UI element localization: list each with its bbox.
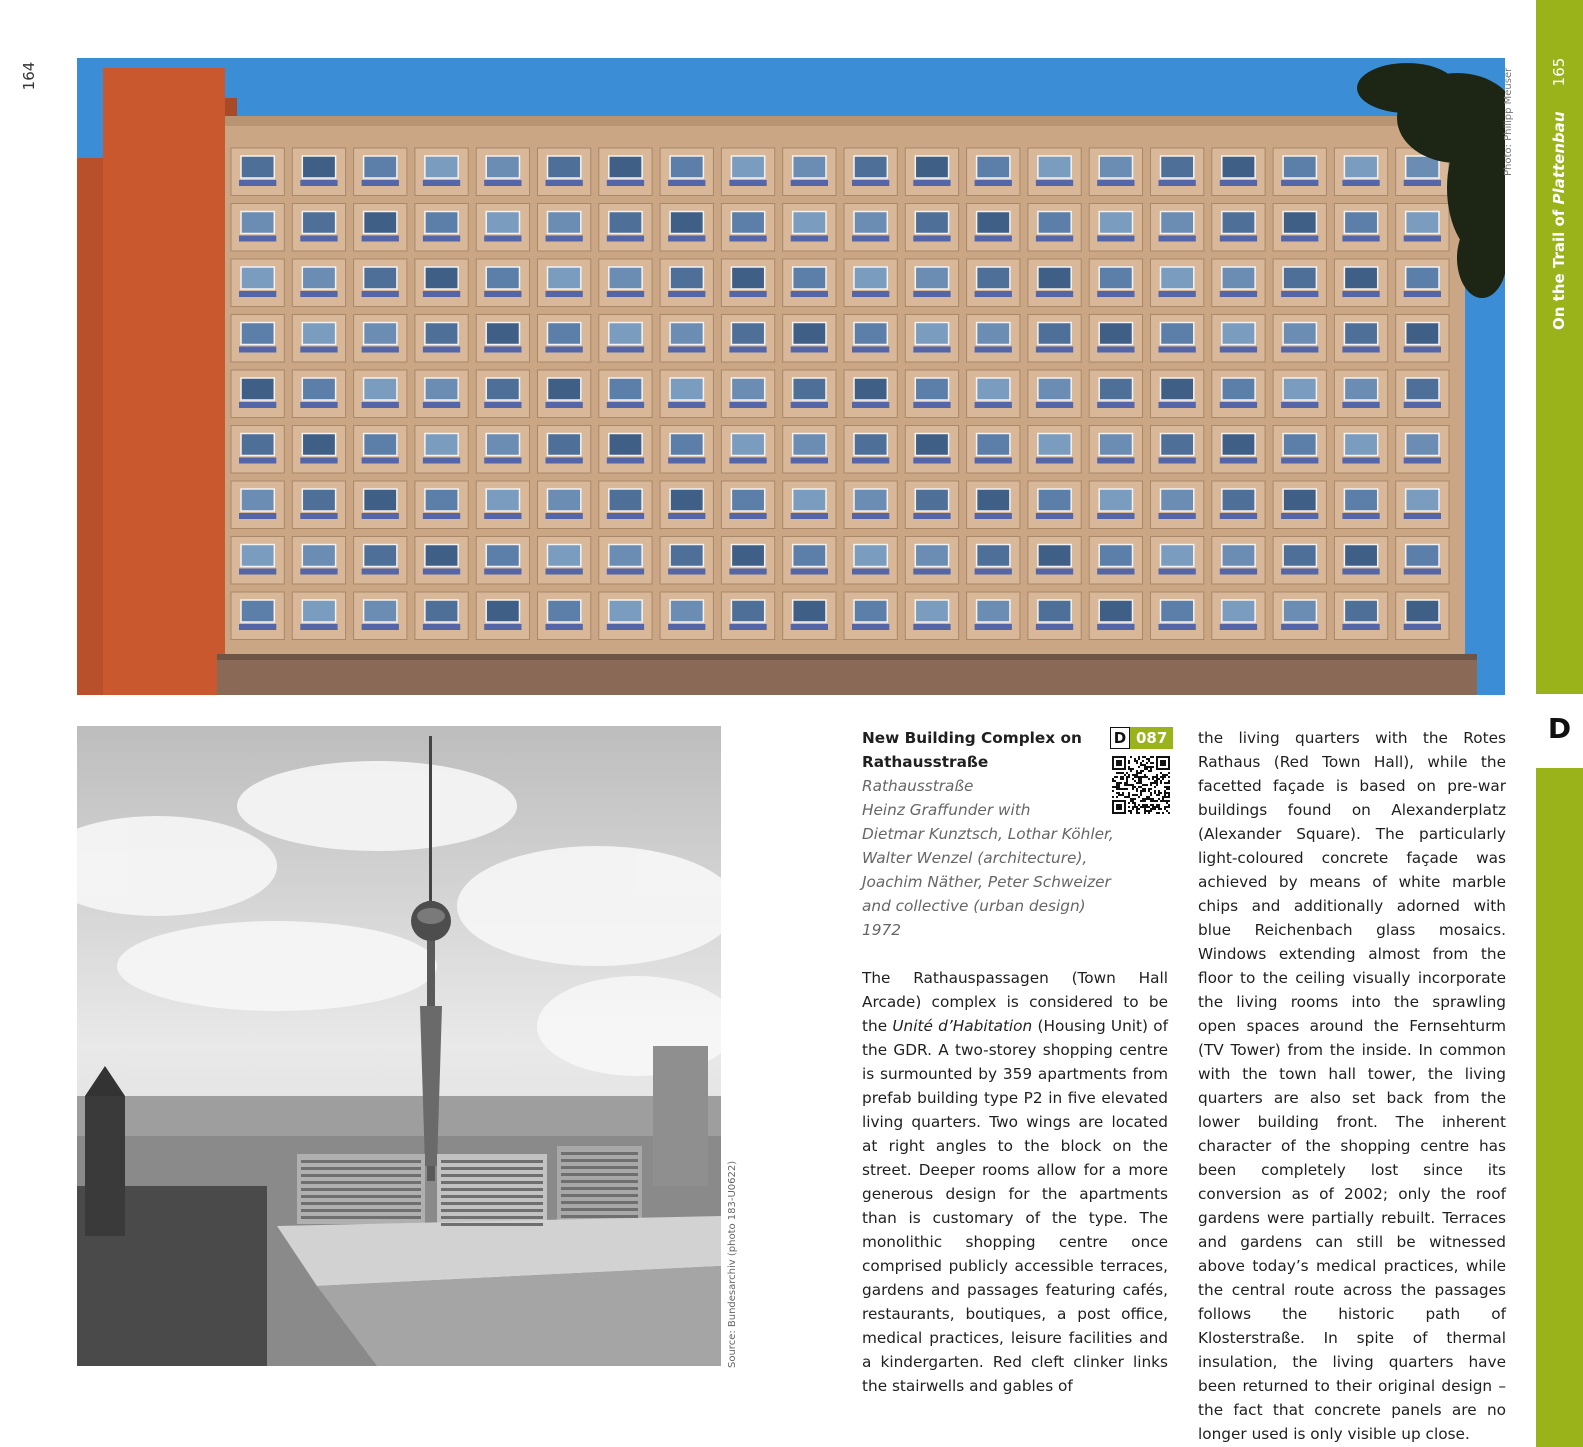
window xyxy=(486,212,519,234)
window xyxy=(854,378,887,400)
brick-wall-left xyxy=(77,158,105,695)
window xyxy=(793,434,826,456)
meta-line: Walter Wenzel (architecture), xyxy=(862,849,1088,867)
window xyxy=(915,323,948,345)
brick-tower xyxy=(103,68,225,695)
window xyxy=(548,489,581,511)
window xyxy=(854,156,887,178)
window xyxy=(486,434,519,456)
window xyxy=(915,545,948,567)
window xyxy=(854,323,887,345)
window xyxy=(793,545,826,567)
text-column-2: the living quarters with the Rotes Rathaus (Red Town Hall), while the facetted façade is based on pre-war buildings found on Alexanderplatz (Alexander Square). The particularly light-coloured concrete façade was achieved by means of white marble chips and additionally adorned with blue Reichenbach glass mosaics. Windows extending almost from the floor to the ceiling visually incorporate the living rooms into the sprawling open spaces around the Fernsehturm (TV Tower) from the inside. In common with the town hall tower, the living quarters are also set back from the lower building front. The inherent character of the shopping centre has been completely lost since its conversion as of 2002; only the roof gardens were partially rebuilt. Terraces and gardens can still be witnessed above today’s medical practices, while the central route across the passages follows the historic path of Klosterstraße. In spite of thermal insulation, the living quarters have been returned to their original design – the fact that concrete panels are no longer used is only visible up close. xyxy=(1198,729,1506,1443)
window xyxy=(854,545,887,567)
window xyxy=(1161,434,1194,456)
window xyxy=(364,378,397,400)
chapter-tab xyxy=(1536,0,1583,694)
window xyxy=(1161,600,1194,622)
window xyxy=(854,212,887,234)
window xyxy=(609,434,642,456)
window xyxy=(609,378,642,400)
chapter-tab-lower xyxy=(1536,768,1583,1447)
window xyxy=(486,378,519,400)
window xyxy=(1406,434,1439,456)
window xyxy=(670,378,703,400)
window xyxy=(977,267,1010,289)
window xyxy=(854,489,887,511)
window xyxy=(486,545,519,567)
window xyxy=(1222,378,1255,400)
window xyxy=(425,156,458,178)
window xyxy=(670,545,703,567)
window xyxy=(609,156,642,178)
window xyxy=(1161,267,1194,289)
window xyxy=(1283,156,1316,178)
photo-credit-bottom: Source: Bundesarchiv (photo 183-U0622) xyxy=(727,1160,738,1368)
window xyxy=(302,378,335,400)
window xyxy=(1344,489,1377,511)
window xyxy=(731,267,764,289)
window xyxy=(793,212,826,234)
window xyxy=(1344,434,1377,456)
window xyxy=(1406,600,1439,622)
window xyxy=(793,156,826,178)
window xyxy=(609,323,642,345)
photo-credit-top: Photo: Philipp Meuser xyxy=(1503,67,1514,176)
entry-title: New Building Complex on Rathausstraße xyxy=(862,729,1082,771)
page-number-right: 165 xyxy=(1550,57,1568,87)
window xyxy=(1283,434,1316,456)
window xyxy=(364,267,397,289)
window xyxy=(1344,600,1377,622)
window xyxy=(548,212,581,234)
antenna xyxy=(429,736,432,906)
window xyxy=(364,212,397,234)
window xyxy=(915,489,948,511)
window xyxy=(793,323,826,345)
window xyxy=(609,600,642,622)
window xyxy=(1222,489,1255,511)
window xyxy=(1038,323,1071,345)
window xyxy=(548,156,581,178)
window xyxy=(1406,545,1439,567)
window xyxy=(1283,323,1316,345)
window xyxy=(241,212,274,234)
window xyxy=(241,378,274,400)
window xyxy=(609,489,642,511)
window xyxy=(425,600,458,622)
meta-line: Rathausstraße xyxy=(862,777,974,795)
window xyxy=(731,489,764,511)
window xyxy=(915,267,948,289)
window xyxy=(793,489,826,511)
window xyxy=(731,600,764,622)
window xyxy=(1283,600,1316,622)
window xyxy=(1099,267,1132,289)
window xyxy=(1406,267,1439,289)
window xyxy=(1222,323,1255,345)
historical-photo xyxy=(77,726,721,1366)
window xyxy=(425,489,458,511)
window xyxy=(486,600,519,622)
window xyxy=(1406,323,1439,345)
window xyxy=(1099,378,1132,400)
window xyxy=(977,212,1010,234)
window xyxy=(364,323,397,345)
window xyxy=(302,212,335,234)
window xyxy=(793,267,826,289)
window xyxy=(241,156,274,178)
window xyxy=(425,545,458,567)
window xyxy=(1161,489,1194,511)
window xyxy=(241,434,274,456)
window xyxy=(1344,545,1377,567)
window xyxy=(670,212,703,234)
meta-line: Heinz Graffunder with xyxy=(862,801,1031,819)
window xyxy=(915,600,948,622)
ground-floor xyxy=(217,654,1477,695)
window xyxy=(915,212,948,234)
window xyxy=(1038,489,1071,511)
window xyxy=(425,267,458,289)
window xyxy=(364,434,397,456)
window xyxy=(1038,434,1071,456)
window xyxy=(486,156,519,178)
window xyxy=(241,323,274,345)
window xyxy=(1161,378,1194,400)
window xyxy=(670,156,703,178)
window xyxy=(548,267,581,289)
window xyxy=(670,600,703,622)
window xyxy=(364,489,397,511)
window xyxy=(302,489,335,511)
window xyxy=(364,600,397,622)
meta-line: Dietmar Kunztsch, Lothar Köhler, xyxy=(862,825,1114,843)
window xyxy=(731,545,764,567)
window xyxy=(486,489,519,511)
window xyxy=(670,434,703,456)
window xyxy=(302,267,335,289)
facade-photo xyxy=(77,58,1505,695)
window xyxy=(1406,489,1439,511)
window xyxy=(977,545,1010,567)
page-number-left: 164 xyxy=(20,61,38,91)
window xyxy=(670,323,703,345)
window xyxy=(1099,212,1132,234)
entry-code-letter: D xyxy=(1110,727,1130,749)
window xyxy=(977,434,1010,456)
window xyxy=(977,323,1010,345)
window xyxy=(1406,212,1439,234)
window xyxy=(486,267,519,289)
window xyxy=(1038,156,1071,178)
entry-code-number: 087 xyxy=(1130,727,1173,749)
window xyxy=(1038,600,1071,622)
window xyxy=(1161,545,1194,567)
window xyxy=(854,600,887,622)
window xyxy=(670,489,703,511)
window xyxy=(425,323,458,345)
window xyxy=(731,378,764,400)
window xyxy=(854,434,887,456)
window xyxy=(425,378,458,400)
window xyxy=(302,600,335,622)
window xyxy=(1222,212,1255,234)
meta-line: and collective (urban design) xyxy=(862,897,1086,915)
window xyxy=(977,600,1010,622)
chapter-title: On the Trail of Plattenbau xyxy=(1550,111,1568,330)
window xyxy=(731,212,764,234)
window xyxy=(302,434,335,456)
meta-line: Joachim Näther, Peter Schweizer xyxy=(862,873,1111,891)
window xyxy=(1344,323,1377,345)
window xyxy=(1099,545,1132,567)
window xyxy=(1222,267,1255,289)
window xyxy=(1099,323,1132,345)
window xyxy=(609,212,642,234)
window xyxy=(241,600,274,622)
window xyxy=(1161,323,1194,345)
window xyxy=(1099,434,1132,456)
window xyxy=(1222,545,1255,567)
window xyxy=(302,545,335,567)
window xyxy=(1099,600,1132,622)
window xyxy=(302,323,335,345)
window xyxy=(1344,212,1377,234)
window xyxy=(609,545,642,567)
window xyxy=(548,545,581,567)
window xyxy=(486,323,519,345)
window xyxy=(1038,267,1071,289)
window xyxy=(1161,156,1194,178)
window xyxy=(1038,378,1071,400)
window xyxy=(1344,156,1377,178)
section-letter: D xyxy=(1547,712,1572,745)
window xyxy=(1222,600,1255,622)
window xyxy=(609,267,642,289)
window xyxy=(731,323,764,345)
window xyxy=(977,489,1010,511)
window xyxy=(241,545,274,567)
window xyxy=(1283,267,1316,289)
window xyxy=(793,378,826,400)
window xyxy=(1038,545,1071,567)
window xyxy=(425,212,458,234)
entry-meta xyxy=(862,774,1168,942)
window xyxy=(1344,267,1377,289)
meta-line: 1972 xyxy=(862,921,901,939)
window xyxy=(1283,378,1316,400)
window xyxy=(1344,378,1377,400)
window xyxy=(915,156,948,178)
window xyxy=(1283,489,1316,511)
body-paragraph-1: The Rathauspassagen (Town Hall Arcade) complex is considered to be the Unité d’Habitation (Housing Unit) of the GDR. A two-storey shopping centre is surmounted by 359 apartments from prefab building type P2 in five elevated living quarters. Two wings are located at right angles to the block on the street. Deeper rooms allow for a more generous design for the apartments than is customary of the type. The monolithic shopping centre once comprised publicly accessible terraces, gardens and passages featuring cafés, restaurants, boutiques, a post office, medical practices, leisure facilities and a kindergarten. Red cleft clinker links the stairwells and gables of xyxy=(862,969,1168,1395)
window xyxy=(854,267,887,289)
window xyxy=(548,600,581,622)
window xyxy=(1099,156,1132,178)
historical-illustration xyxy=(77,726,721,1366)
window xyxy=(1283,545,1316,567)
window xyxy=(241,489,274,511)
window xyxy=(793,600,826,622)
window xyxy=(302,156,335,178)
window xyxy=(1161,212,1194,234)
window xyxy=(548,434,581,456)
window xyxy=(977,378,1010,400)
window xyxy=(548,378,581,400)
window xyxy=(425,434,458,456)
text-column-1 xyxy=(862,726,1168,1398)
window xyxy=(364,156,397,178)
window xyxy=(977,156,1010,178)
window xyxy=(731,156,764,178)
window xyxy=(241,267,274,289)
window xyxy=(915,434,948,456)
window xyxy=(670,267,703,289)
window xyxy=(1038,212,1071,234)
window xyxy=(915,378,948,400)
window xyxy=(1283,212,1316,234)
window xyxy=(1406,378,1439,400)
window xyxy=(1222,156,1255,178)
window xyxy=(1222,434,1255,456)
window xyxy=(364,545,397,567)
facade-illustration xyxy=(77,58,1505,695)
window xyxy=(1099,489,1132,511)
window xyxy=(548,323,581,345)
window xyxy=(731,434,764,456)
